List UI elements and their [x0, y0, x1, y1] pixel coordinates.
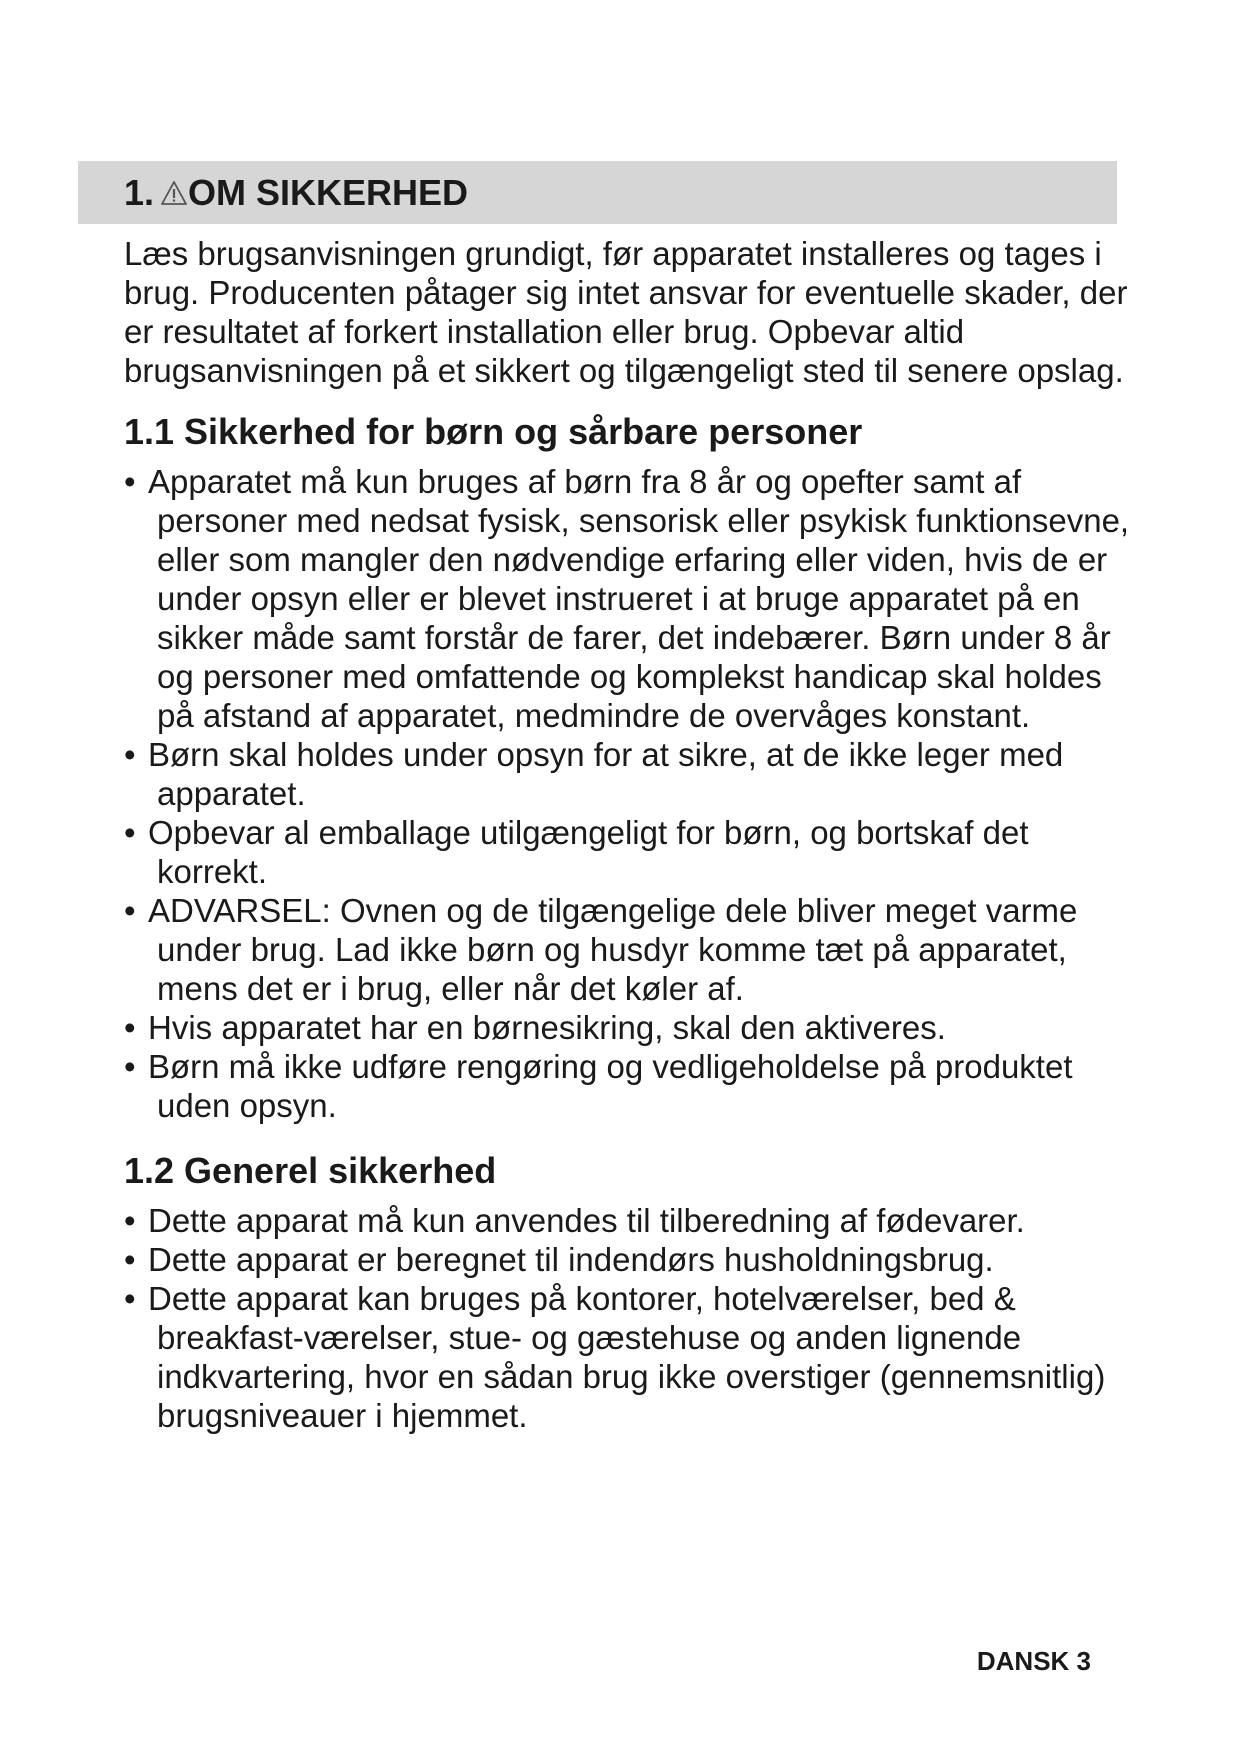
page-footer: DANSK 3	[976, 1646, 1091, 1676]
list-item: • Hvis apparatet har en børnesikring, skal den aktiveres.	[124, 1009, 946, 1046]
list-item: • Apparatet må kun bruges af børn fra 8 år og opefter samt af personer med nedsat fysisk, sensorisk eller psykisk funktionsevne, eller som mangler den nødvendige erfaring eller viden, hvis de er under opsyn eller er blevet instrueret i at bruge apparatet på en sikker måde samt forstår de farer, det indebærer. Børn under 8 år og personer med omfattende og komplekst handicap skal holdes på afstand af apparatet, medmindre de overvåges konstant.	[124, 463, 1130, 734]
section-title-text: OM SIKKERHED	[188, 172, 469, 213]
list-item: • Dette apparat kan bruges på kontorer, hotelværelser, bed & breakfast-værelser, stue- og gæstehuse og anden lignende indkvartering, hvor en sådan brug ikke overstiger (gennemsnitlig) brugsniveauer i hjemmet.	[124, 1280, 1106, 1434]
bullet-mark: •	[124, 892, 136, 929]
section-header-band	[78, 161, 1117, 224]
subsection-heading-children: 1.1 Sikkerhed for børn og sårbare personer	[124, 411, 863, 452]
content	[124, 234, 1134, 1435]
list-item: • Dette apparat må kun anvendes til tilberedning af fødevarer.	[124, 1202, 1025, 1239]
warning-triangle-icon	[160, 179, 188, 207]
bullet-mark: •	[124, 1241, 136, 1278]
section-number: 1.	[124, 172, 155, 213]
bullet-mark: •	[124, 1009, 136, 1046]
intro-paragraph: Læs brugsanvisningen grundigt, før apparatet installeres og tages i brug. Producenten påtager sig intet ansvar for eventuelle skader, der er resultatet af forkert installation eller brug. Opbevar altid brugsanvisningen på et sikkert og tilgængeligt sted til senere opslag.	[124, 235, 1128, 389]
bullet-mark: •	[124, 1048, 136, 1085]
list-item: • Dette apparat er beregnet til indendørs husholdningsbrug.	[124, 1241, 994, 1278]
bullet-mark: •	[124, 1280, 136, 1317]
bullet-mark: •	[124, 463, 136, 500]
list-item: • Børn skal holdes under opsyn for at sikre, at de ikke leger med apparatet.	[124, 736, 1064, 812]
section-title	[124, 173, 468, 213]
subsection-heading-general: 1.2 Generel sikkerhed	[124, 1150, 497, 1191]
list-item: • Børn må ikke udføre rengøring og vedligeholdelse på produktet uden opsyn.	[124, 1048, 1073, 1124]
list-item: • ADVARSEL: Ovnen og de tilgængelige dele bliver meget varme under brug. Lad ikke børn og husdyr komme tæt på apparatet, mens det er i brug, eller når det køler af.	[124, 892, 1078, 1007]
bullet-list-general	[124, 1201, 1134, 1435]
bullet-mark: •	[124, 814, 136, 851]
list-item: • Opbevar al emballage utilgængeligt for børn, og bortskaf det korrekt.	[124, 814, 1029, 890]
bullet-list-children	[124, 462, 1134, 1125]
bullet-mark: •	[124, 736, 136, 773]
bullet-mark: •	[124, 1202, 136, 1239]
